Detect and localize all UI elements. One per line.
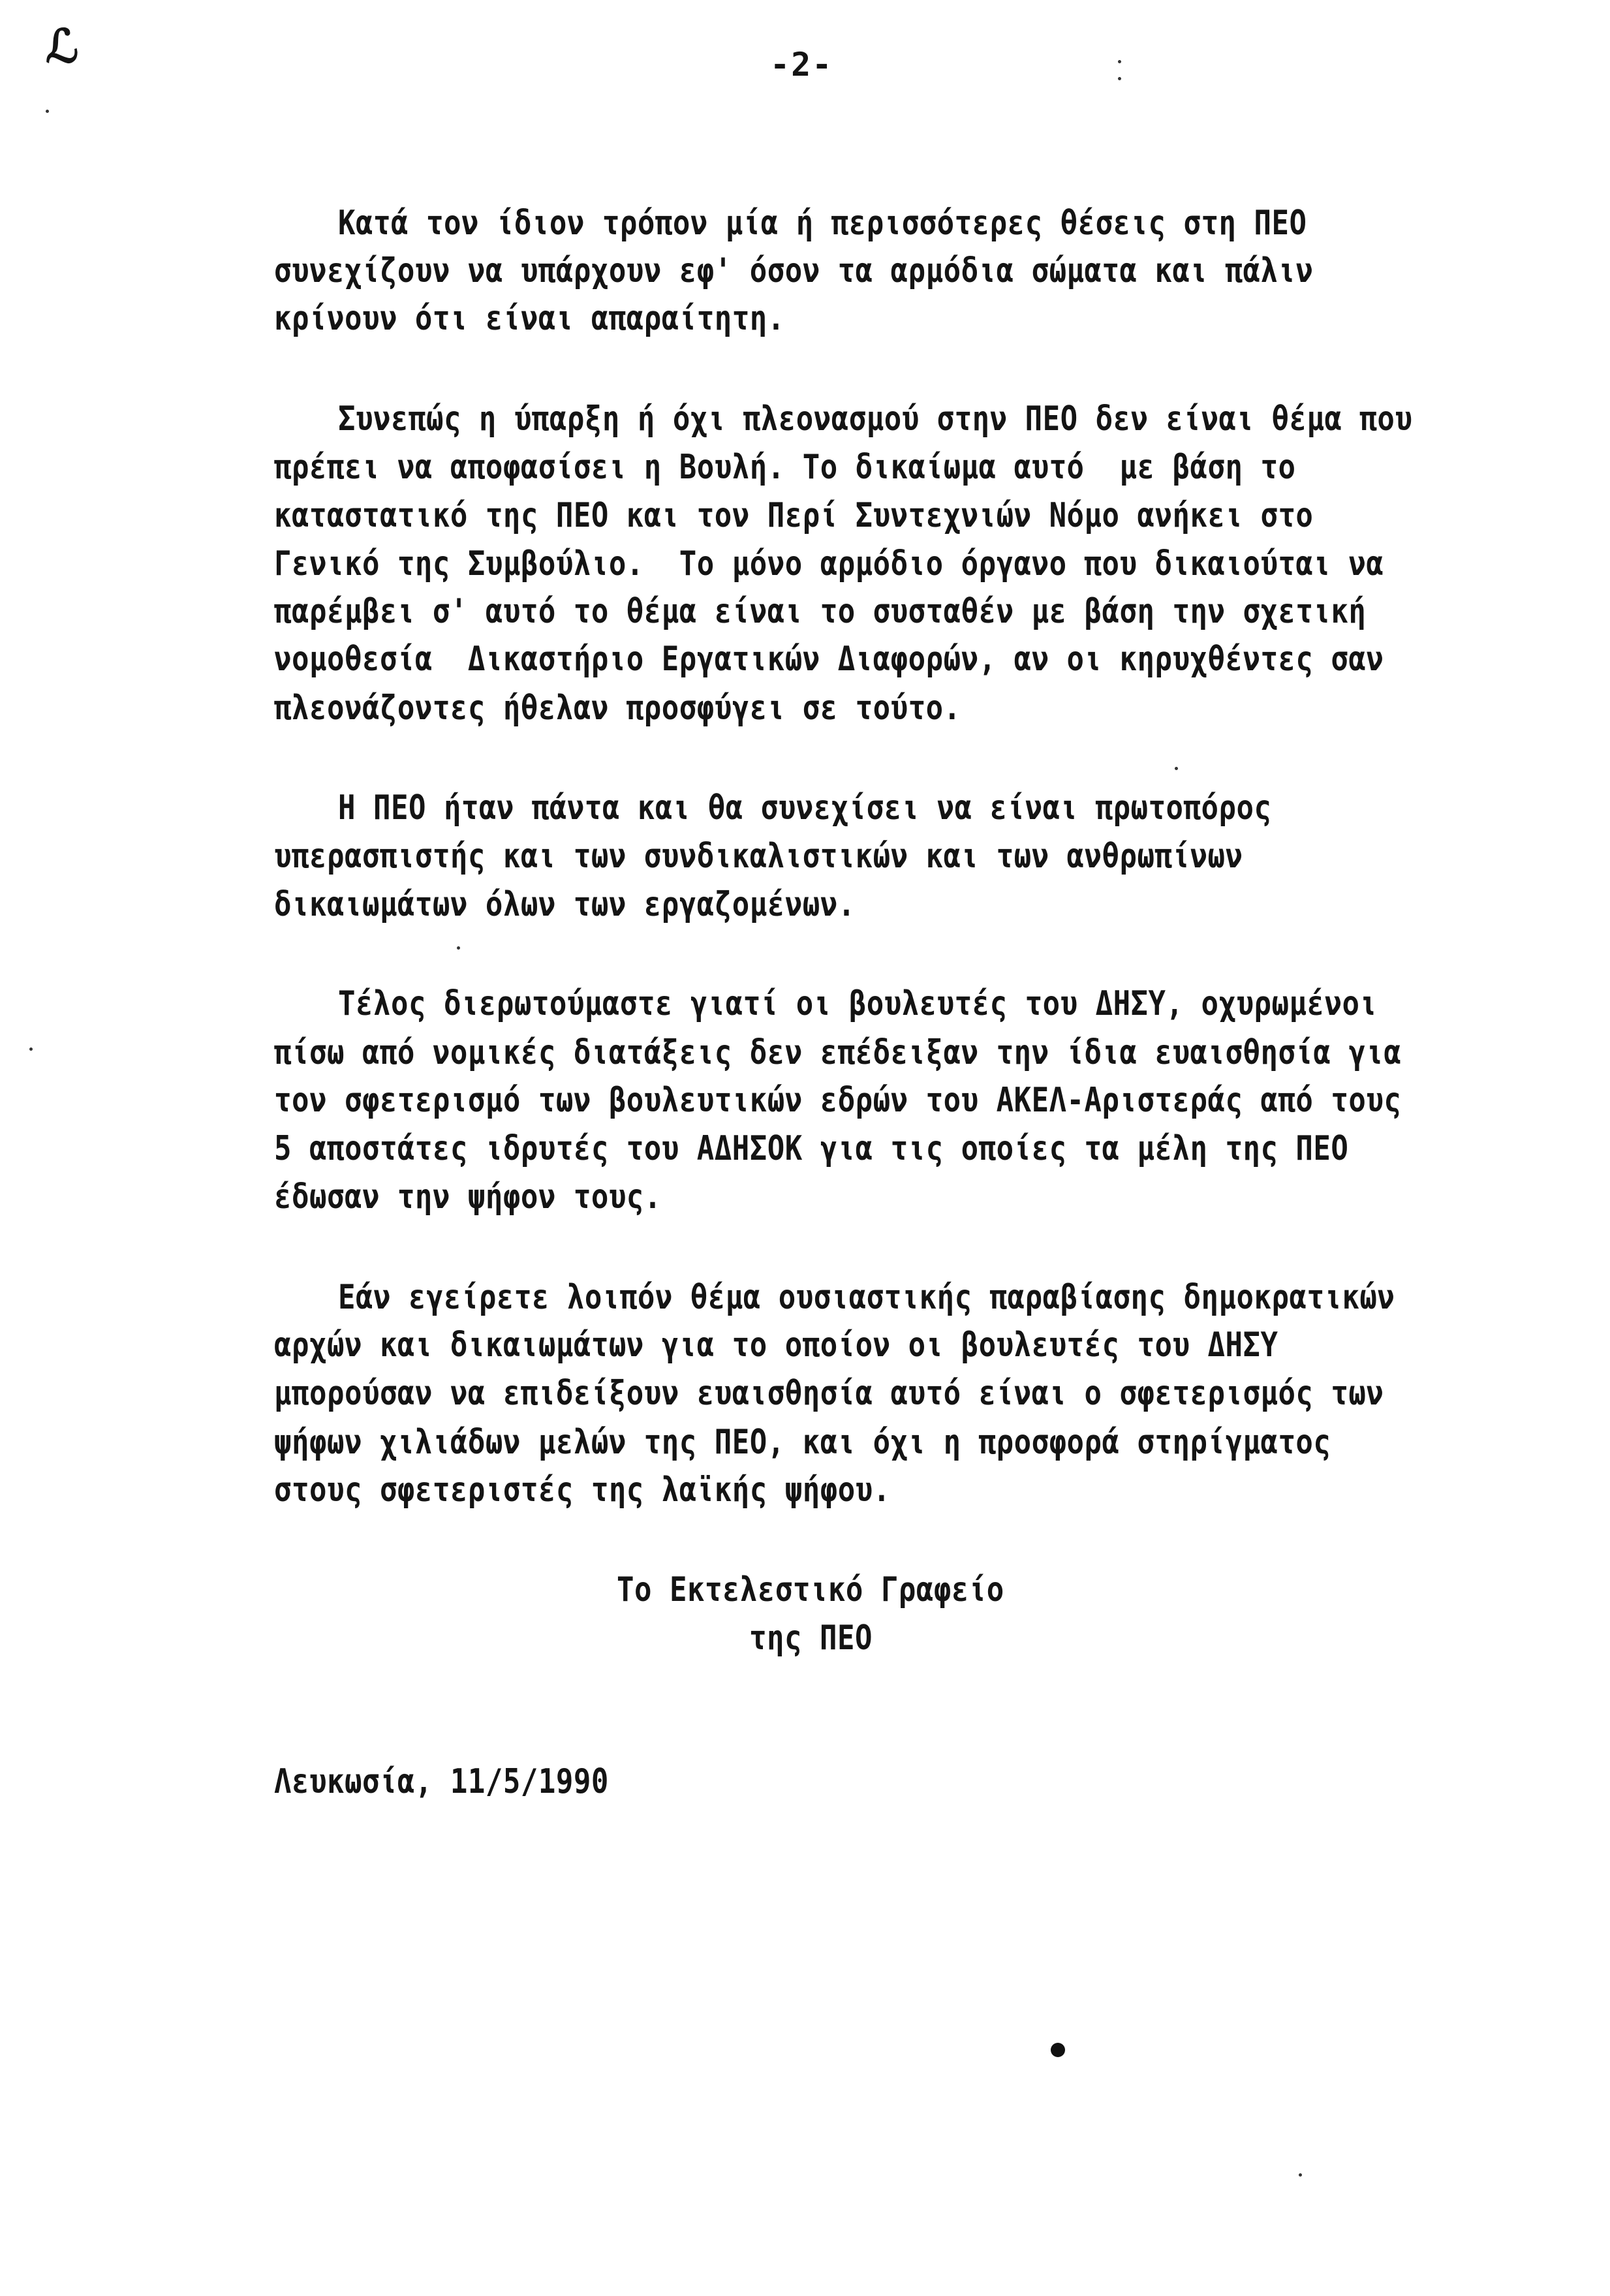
paragraph-3-line-3: δικαιωμάτων όλων των εργαζομένων. <box>274 885 856 925</box>
paragraph-2-line-2: πρέπει να αποφασίσει η Βουλή. Το δικαίωμα αυτό με βάση το <box>274 448 1296 488</box>
paragraph-4-line-1: Τέλος διερωτούμαστε γιατί οι βουλευτές του ΔΗΣΥ, οχυρωμένοι <box>338 984 1378 1024</box>
paragraph-1-line-3: κρίνουν ότι είναι απαραίτητη. <box>274 299 785 339</box>
signature-line-1: Το Εκτελεστικό Γραφείο <box>617 1570 1004 1610</box>
paragraph-5-line-5: στους σφετεριστές της λαϊκής ψήφου. <box>274 1470 891 1510</box>
page-number: -2- <box>770 46 833 84</box>
scan-speck <box>457 946 460 950</box>
paragraph-2-line-3: καταστατικό της ΠΕΟ και τον Περί Συντεχνιών Νόμο ανήκει στο <box>274 496 1314 536</box>
paragraph-2-line-4: Γενικό της Συμβούλιο. Το μόνο αρμόδιο όργανο που δικαιούται να <box>274 544 1384 584</box>
paragraph-1-line-2: συνεχίζουν να υπάρχουν εφ' όσον τα αρμόδια σώματα και πάλιν <box>274 251 1314 291</box>
paragraph-3-line-2: υπερασπιστής και των συνδικαλιστικών και των ανθρωπίνων <box>274 837 1243 877</box>
paragraph-2-line-7: πλεονάζοντες ήθελαν προσφύγει σε τούτο. <box>274 689 961 728</box>
date-line: Λευκωσία, 11/5/1990 <box>274 1762 609 1802</box>
scan-speck <box>1118 77 1121 80</box>
paragraph-1-line-1: Κατά τον ίδιον τρόπον μία ή περισσότερες θέσεις στη ΠΕΟ <box>338 204 1307 243</box>
scan-speck <box>29 1047 33 1051</box>
scan-speck <box>46 110 49 113</box>
scan-dot <box>1051 2043 1065 2057</box>
scan-speck <box>1175 767 1178 770</box>
paragraph-5-line-1: Εάν εγείρετε λοιπόν θέμα ουσιαστικής παραβίασης δημοκρατικών <box>338 1278 1395 1318</box>
paragraph-4-line-3: τον σφετερισμό των βουλευτικών εδρών του ΑΚΕΛ-Αριστεράς από τους <box>274 1081 1402 1121</box>
paragraph-5-line-4: ψήφων χιλιάδων μελών της ΠΕΟ, και όχι η προσφορά στηρίγματος <box>274 1423 1331 1463</box>
paragraph-2-line-1: Συνεπώς η ύπαρξη ή όχι πλεονασμού στην ΠΕΟ δεν είναι θέμα που <box>338 399 1413 439</box>
paragraph-4-line-4: 5 αποστάτες ιδρυτές του ΑΔΗΣΟΚ για τις οποίες τα μέλη της ΠΕΟ <box>274 1129 1349 1169</box>
corner-mark: ℒ <box>46 20 79 73</box>
paragraph-2-line-5: παρέμβει σ' αυτό το θέμα είναι το συσταθέν με βάση την σχετική <box>274 592 1367 632</box>
scan-speck <box>1299 2173 1302 2177</box>
signature-line-2: της ΠΕΟ <box>749 1619 873 1658</box>
paragraph-5-line-3: μπορούσαν να επιδείξουν ευαισθησία αυτό είναι ο σφετερισμός των <box>274 1374 1384 1414</box>
paragraph-5-line-2: αρχών και δικαιωμάτων για το οποίον οι βουλευτές του ΔΗΣΥ <box>274 1326 1278 1365</box>
paragraph-4-line-2: πίσω από νομικές διατάξεις δεν επέδειξαν την ίδια ευαισθησία για <box>274 1033 1402 1073</box>
paragraph-3-line-1: Η ΠΕΟ ήταν πάντα και θα συνεχίσει να είναι πρωτοπόρος <box>338 788 1272 828</box>
paragraph-2-line-6: νομοθεσία Δικαστήριο Εργατικών Διαφορών, αν οι κηρυχθέντες σαν <box>274 640 1384 679</box>
paragraph-4-line-5: έδωσαν την ψήφον τους. <box>274 1177 662 1217</box>
scan-speck <box>1118 60 1121 63</box>
